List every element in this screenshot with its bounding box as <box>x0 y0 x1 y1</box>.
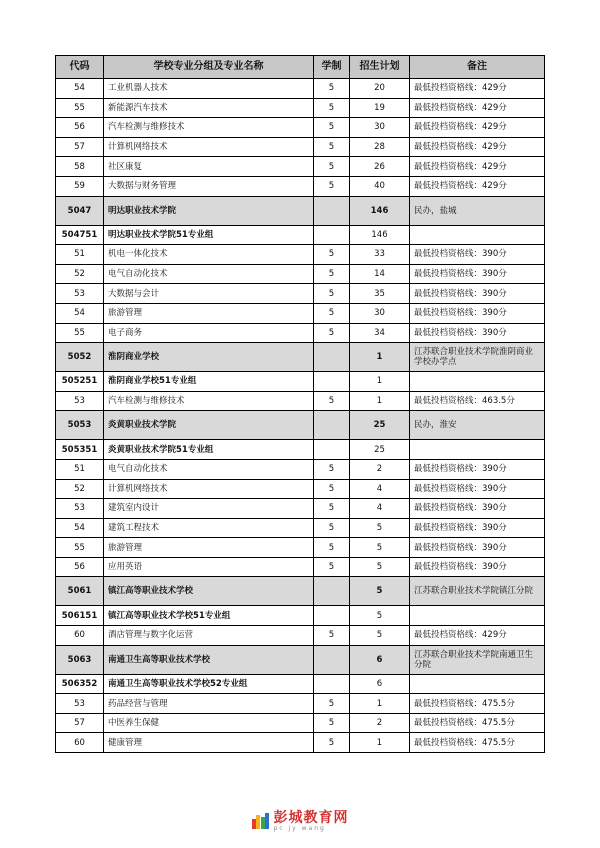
cell-code: 57 <box>56 137 104 157</box>
cell-years: 5 <box>314 284 350 304</box>
cell-plan: 25 <box>350 440 410 460</box>
table-row <box>56 733 545 753</box>
header-note: 备注 <box>410 56 545 79</box>
cell-code: 504751 <box>56 225 104 245</box>
table-row <box>56 176 545 196</box>
cell-note <box>410 606 545 626</box>
cell-note: 最低投档资格线：429分 <box>410 176 545 196</box>
cell-name: 机电一体化技术 <box>104 245 314 265</box>
cell-note: 最低投档资格线：429分 <box>410 98 545 118</box>
cell-years <box>314 577 350 606</box>
cell-years: 5 <box>314 98 350 118</box>
brand-subtitle: pc jy wang <box>273 824 326 832</box>
school-row <box>56 411 545 440</box>
cell-code: 56 <box>56 557 104 577</box>
cell-note: 最低投档资格线：390分 <box>410 323 545 343</box>
cell-name: 旅游管理 <box>104 538 314 558</box>
cell-years <box>314 343 350 372</box>
cell-name: 中医养生保健 <box>104 713 314 733</box>
admission-table <box>55 55 545 753</box>
cell-name: 汽车检测与维修技术 <box>104 118 314 138</box>
logo-bar <box>256 815 260 829</box>
cell-code: 5061 <box>56 577 104 606</box>
cell-note: 最低投档资格线：463.5分 <box>410 391 545 411</box>
table-row <box>56 118 545 138</box>
cell-name: 社区康复 <box>104 157 314 177</box>
school-row <box>56 343 545 372</box>
cell-code: 54 <box>56 518 104 538</box>
cell-years: 5 <box>314 137 350 157</box>
header-name: 学校专业分组及专业名称 <box>104 56 314 79</box>
school-row <box>56 577 545 606</box>
cell-name: 建筑工程技术 <box>104 518 314 538</box>
cell-plan: 25 <box>350 411 410 440</box>
cell-years: 5 <box>314 459 350 479</box>
cell-code: 53 <box>56 694 104 714</box>
cell-plan: 5 <box>350 538 410 558</box>
table-row <box>56 264 545 284</box>
cell-name: 大数据与财务管理 <box>104 176 314 196</box>
cell-code: 5053 <box>56 411 104 440</box>
cell-years: 5 <box>314 557 350 577</box>
cell-years <box>314 645 350 674</box>
cell-plan: 19 <box>350 98 410 118</box>
cell-name: 镇江高等职业技术学校 <box>104 577 314 606</box>
cell-plan: 28 <box>350 137 410 157</box>
cell-name: 明达职业技术学院 <box>104 196 314 225</box>
header-code: 代码 <box>56 56 104 79</box>
cell-code: 5047 <box>56 196 104 225</box>
cell-name: 计算机网络技术 <box>104 479 314 499</box>
cell-code: 55 <box>56 98 104 118</box>
table-row <box>56 479 545 499</box>
cell-plan: 146 <box>350 196 410 225</box>
cell-years: 5 <box>314 538 350 558</box>
group-row <box>56 372 545 392</box>
cell-note: 江苏联合职业技术学院镇江分院 <box>410 577 545 606</box>
table-row <box>56 284 545 304</box>
cell-name: 建筑室内设计 <box>104 499 314 519</box>
cell-plan: 5 <box>350 626 410 646</box>
cell-plan: 6 <box>350 645 410 674</box>
table-row <box>56 694 545 714</box>
cell-years: 5 <box>314 157 350 177</box>
cell-code: 5052 <box>56 343 104 372</box>
cell-note: 最低投档资格线：429分 <box>410 137 545 157</box>
cell-name: 旅游管理 <box>104 303 314 323</box>
cell-code: 51 <box>56 459 104 479</box>
school-row <box>56 645 545 674</box>
cell-code: 52 <box>56 479 104 499</box>
cell-years: 5 <box>314 733 350 753</box>
cell-note: 最低投档资格线：475.5分 <box>410 713 545 733</box>
cell-code: 53 <box>56 499 104 519</box>
cell-note: 最低投档资格线：390分 <box>410 538 545 558</box>
cell-plan: 2 <box>350 713 410 733</box>
cell-name: 电气自动化技术 <box>104 459 314 479</box>
cell-note <box>410 440 545 460</box>
group-row <box>56 440 545 460</box>
logo-bar <box>252 819 256 829</box>
cell-years <box>314 606 350 626</box>
cell-name: 健康管理 <box>104 733 314 753</box>
cell-note: 最低投档资格线：429分 <box>410 157 545 177</box>
cell-note: 民办，盐城 <box>410 196 545 225</box>
cell-name: 淮阴商业学校 <box>104 343 314 372</box>
cell-plan: 34 <box>350 323 410 343</box>
cell-note: 江苏联合职业技术学院南通卫生分院 <box>410 645 545 674</box>
cell-note: 最低投档资格线：390分 <box>410 303 545 323</box>
cell-plan: 30 <box>350 303 410 323</box>
header-plan: 招生计划 <box>350 56 410 79</box>
group-row <box>56 225 545 245</box>
cell-code: 60 <box>56 733 104 753</box>
cell-note: 最低投档资格线：475.5分 <box>410 733 545 753</box>
cell-plan: 2 <box>350 459 410 479</box>
cell-name: 电气自动化技术 <box>104 264 314 284</box>
table-row <box>56 245 545 265</box>
cell-plan: 146 <box>350 225 410 245</box>
table-row <box>56 538 545 558</box>
cell-note: 最低投档资格线：390分 <box>410 479 545 499</box>
cell-name: 大数据与会计 <box>104 284 314 304</box>
cell-years <box>314 411 350 440</box>
cell-note: 江苏联合职业技术学院淮阴商业学校办学点 <box>410 343 545 372</box>
cell-code: 52 <box>56 264 104 284</box>
cell-years: 5 <box>314 323 350 343</box>
cell-name: 应用英语 <box>104 557 314 577</box>
cell-plan: 30 <box>350 118 410 138</box>
cell-plan: 5 <box>350 518 410 538</box>
cell-years: 5 <box>314 118 350 138</box>
cell-plan: 5 <box>350 557 410 577</box>
cell-note: 最低投档资格线：475.5分 <box>410 694 545 714</box>
cell-code: 53 <box>56 284 104 304</box>
cell-plan: 33 <box>350 245 410 265</box>
cell-name: 新能源汽车技术 <box>104 98 314 118</box>
cell-code: 51 <box>56 245 104 265</box>
cell-code: 60 <box>56 626 104 646</box>
cell-code: 54 <box>56 79 104 99</box>
cell-years: 5 <box>314 79 350 99</box>
cell-name: 淮阴商业学校51专业组 <box>104 372 314 392</box>
cell-plan: 35 <box>350 284 410 304</box>
cell-plan: 1 <box>350 343 410 372</box>
cell-name: 南通卫生高等职业技术学校52专业组 <box>104 674 314 694</box>
cell-code: 506352 <box>56 674 104 694</box>
table-row <box>56 157 545 177</box>
table-row <box>56 323 545 343</box>
cell-plan: 6 <box>350 674 410 694</box>
cell-plan: 1 <box>350 391 410 411</box>
cell-years: 5 <box>314 245 350 265</box>
cell-code: 59 <box>56 176 104 196</box>
cell-name: 炎黄职业技术学院 <box>104 411 314 440</box>
cell-name: 药品经营与管理 <box>104 694 314 714</box>
group-row <box>56 674 545 694</box>
table-row <box>56 499 545 519</box>
cell-note: 最低投档资格线：390分 <box>410 264 545 284</box>
cell-name: 酒店管理与数字化运营 <box>104 626 314 646</box>
cell-years: 5 <box>314 176 350 196</box>
cell-years: 5 <box>314 499 350 519</box>
table-body <box>56 79 545 753</box>
cell-code: 53 <box>56 391 104 411</box>
table-row <box>56 79 545 99</box>
cell-name: 计算机网络技术 <box>104 137 314 157</box>
cell-plan: 26 <box>350 157 410 177</box>
cell-note <box>410 372 545 392</box>
cell-note: 最低投档资格线：390分 <box>410 459 545 479</box>
brand-name: 彭城教育网 <box>273 809 349 826</box>
logo-bar <box>261 817 265 829</box>
cell-note: 最低投档资格线：390分 <box>410 518 545 538</box>
cell-plan: 4 <box>350 499 410 519</box>
cell-plan: 4 <box>350 479 410 499</box>
cell-years: 5 <box>314 264 350 284</box>
cell-years: 5 <box>314 713 350 733</box>
cell-name: 炎黄职业技术学院51专业组 <box>104 440 314 460</box>
cell-plan: 1 <box>350 733 410 753</box>
cell-years: 5 <box>314 479 350 499</box>
cell-years <box>314 372 350 392</box>
table-row <box>56 557 545 577</box>
cell-note: 最低投档资格线：390分 <box>410 557 545 577</box>
table-row <box>56 98 545 118</box>
table-row <box>56 137 545 157</box>
cell-plan: 5 <box>350 606 410 626</box>
cell-note: 最低投档资格线：390分 <box>410 499 545 519</box>
cell-years <box>314 440 350 460</box>
cell-plan: 20 <box>350 79 410 99</box>
cell-name: 汽车检测与维修技术 <box>104 391 314 411</box>
cell-code: 5063 <box>56 645 104 674</box>
cell-note: 民办，淮安 <box>410 411 545 440</box>
cell-name: 工业机器人技术 <box>104 79 314 99</box>
cell-name: 南通卫生高等职业技术学校 <box>104 645 314 674</box>
table-row <box>56 303 545 323</box>
cell-name: 镇江高等职业技术学校51专业组 <box>104 606 314 626</box>
table-row <box>56 713 545 733</box>
school-row <box>56 196 545 225</box>
cell-years: 5 <box>314 694 350 714</box>
cell-years: 5 <box>314 518 350 538</box>
cell-name: 电子商务 <box>104 323 314 343</box>
cell-years: 5 <box>314 626 350 646</box>
cell-note: 最低投档资格线：429分 <box>410 626 545 646</box>
cell-code: 55 <box>56 323 104 343</box>
cell-years: 5 <box>314 303 350 323</box>
cell-plan: 5 <box>350 577 410 606</box>
cell-code: 56 <box>56 118 104 138</box>
cell-code: 57 <box>56 713 104 733</box>
cell-note: 最低投档资格线：429分 <box>410 79 545 99</box>
cell-name: 明达职业技术学院51专业组 <box>104 225 314 245</box>
cell-years <box>314 674 350 694</box>
logo-bar <box>265 813 269 829</box>
cell-note: 最低投档资格线：390分 <box>410 245 545 265</box>
cell-note: 最低投档资格线：390分 <box>410 284 545 304</box>
cell-years <box>314 225 350 245</box>
cell-code: 506151 <box>56 606 104 626</box>
cell-plan: 14 <box>350 264 410 284</box>
table-row <box>56 391 545 411</box>
table-row <box>56 626 545 646</box>
table-row <box>56 518 545 538</box>
cell-years: 5 <box>314 391 350 411</box>
cell-code: 55 <box>56 538 104 558</box>
books-logo-icon <box>252 813 270 829</box>
header-years: 学制 <box>314 56 350 79</box>
cell-code: 58 <box>56 157 104 177</box>
cell-plan: 1 <box>350 372 410 392</box>
cell-note <box>410 674 545 694</box>
cell-note <box>410 225 545 245</box>
cell-years <box>314 196 350 225</box>
cell-code: 505251 <box>56 372 104 392</box>
table-header-row <box>56 56 545 79</box>
cell-code: 505351 <box>56 440 104 460</box>
table-row <box>56 459 545 479</box>
cell-note: 最低投档资格线：429分 <box>410 118 545 138</box>
group-row <box>56 606 545 626</box>
cell-code: 54 <box>56 303 104 323</box>
footer-logo <box>0 806 600 836</box>
cell-plan: 40 <box>350 176 410 196</box>
cell-plan: 1 <box>350 694 410 714</box>
